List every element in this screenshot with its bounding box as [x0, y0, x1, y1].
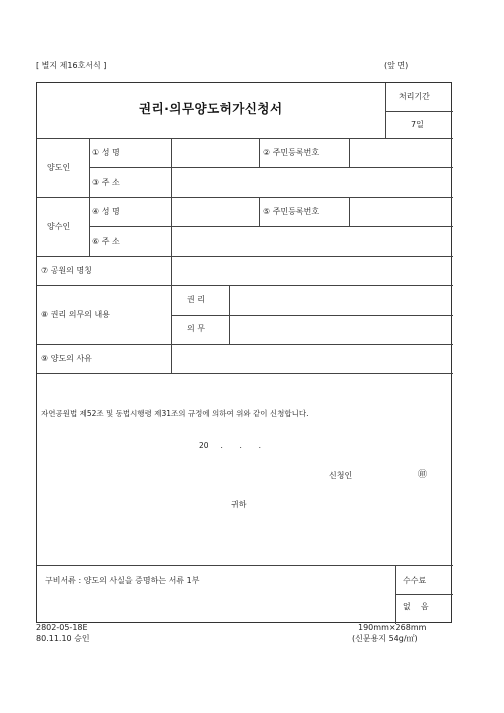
transferor-id-value-line — [349, 138, 350, 167]
duty-field[interactable] — [230, 316, 452, 343]
transferor-address-label: ③ 주 소 — [92, 178, 120, 187]
application-form — [36, 82, 452, 623]
form-title: 권리·의무양도허가신청서 — [139, 101, 283, 116]
transferor-id-field[interactable] — [386, 139, 452, 167]
transferor-address-field[interactable] — [208, 168, 452, 196]
processing-column-line — [385, 83, 386, 138]
fee-label: 수수료 — [403, 576, 427, 585]
transfer-reason-label: ⑨ 양도의 사유 — [41, 354, 92, 363]
page-side-label: (앞 면) — [384, 61, 409, 70]
processing-period-value: 7일 — [411, 120, 424, 129]
transferee-address-label: ⑥ 주 소 — [92, 237, 120, 246]
row-divider-statement — [37, 565, 453, 566]
form-code: 2802-05-18E — [36, 623, 88, 632]
transferee-id-label: ⑤ 주민등록번호 — [263, 207, 320, 216]
recipient-label: 귀하 — [231, 500, 247, 509]
party-label-column-line — [89, 138, 90, 256]
park-name-field[interactable] — [208, 257, 452, 284]
paper-type: (신문용지 54g/㎡) — [352, 634, 418, 643]
applicant-label: 신청인 — [329, 471, 353, 480]
fee-value: 없 음 — [403, 602, 429, 611]
form-number: [ 별지 제16호서식 ] — [36, 61, 107, 70]
transferee-name-label: ④ 성 명 — [92, 207, 120, 216]
right-label: 권 리 — [187, 295, 205, 304]
transferor-name-label: ① 성 명 — [92, 148, 120, 157]
right-field[interactable] — [230, 286, 452, 314]
transferee-id-field[interactable] — [386, 198, 452, 226]
transferee-id-value-line — [349, 197, 350, 226]
required-documents: 구비서류 : 양도의 사실을 증명하는 서류 1부 — [45, 576, 200, 585]
transferee-label: 양수인 — [47, 222, 71, 231]
fee-column-line — [395, 565, 396, 624]
paper-size: 190mm×268mm — [358, 623, 427, 632]
duty-label: 의 무 — [187, 324, 205, 333]
transfer-reason-field[interactable] — [208, 345, 452, 372]
fee-divider — [395, 594, 453, 595]
seal-mark: ㊞ — [418, 470, 428, 480]
transferor-label: 양도인 — [47, 163, 71, 172]
approval-date: 80.11.10 승인 — [36, 634, 90, 643]
date-line: 20 . . . — [199, 441, 261, 450]
rights-duties-label: ⑧ 권리 의무의 내용 — [41, 310, 110, 319]
processing-divider — [385, 111, 453, 112]
processing-period-label: 처리기간 — [399, 92, 430, 101]
transferee-address-field[interactable] — [208, 227, 452, 255]
row-divider-reason — [37, 373, 453, 374]
field-label-column-line — [171, 138, 172, 373]
application-statement: 자연공원법 제52조 및 동법시행령 제31조의 규정에 의하여 위와 같이 신청합니다. — [41, 409, 309, 418]
park-name-label: ⑦ 공원의 명칭 — [41, 266, 92, 275]
transferor-id-label: ② 주민등록번호 — [263, 148, 320, 157]
